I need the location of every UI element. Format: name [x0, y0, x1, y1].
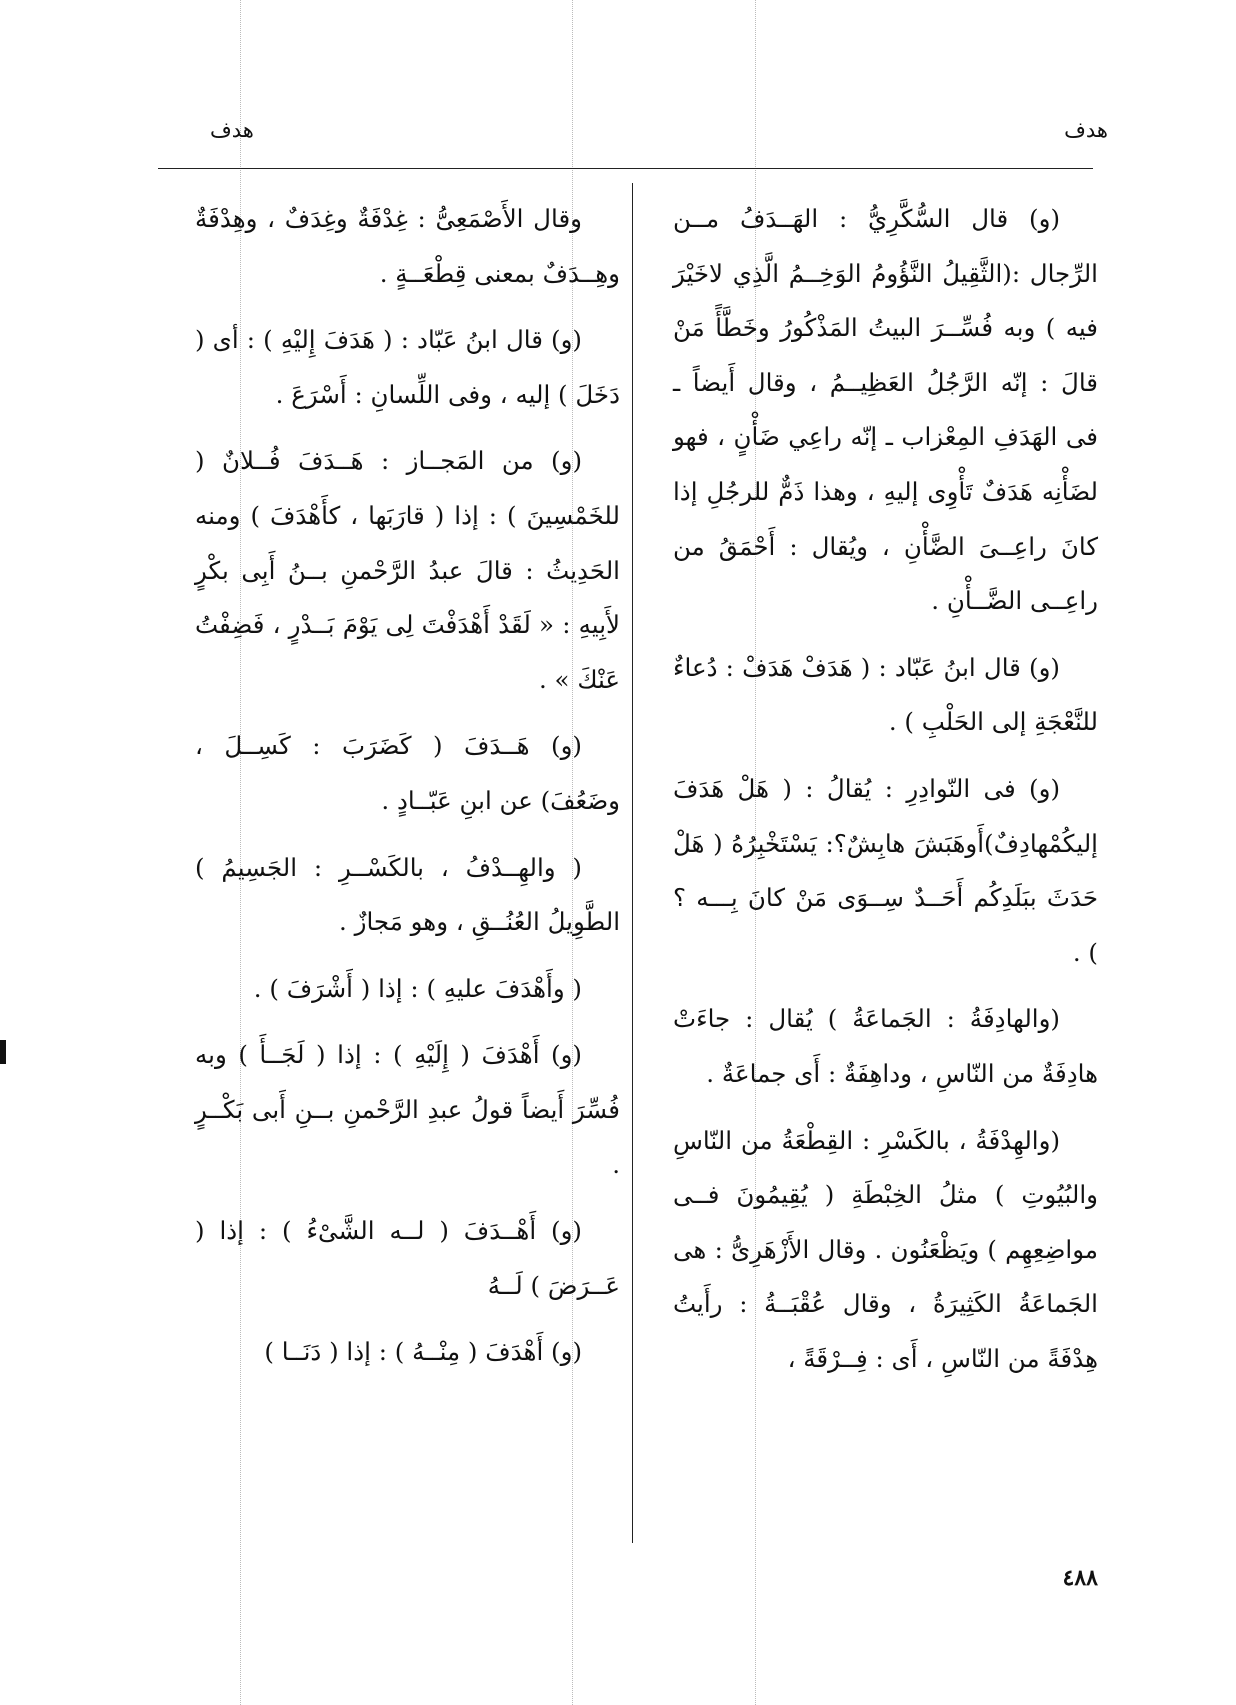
right-column: [673, 192, 1098, 1398]
entry-paragraph: ( والهِــدْفُ ، بالكَسْــرِ : الجَسِيمُ ) الطَّوِيلُ العُنُــقِ ، وهو مَجازٌ .: [195, 852, 620, 937]
entry-paragraph: ( وأَهْدَفَ عليهِ ) : إذا ( أَشْرَفَ ) .: [253, 973, 582, 1003]
left-column: [195, 192, 620, 1392]
entry-paragraph: (و) هَــدَفَ ( كَضَرَبَ : كَسِــلَ ، وضَعُفَ) عن ابنِ عَبّــادٍ .: [195, 731, 620, 815]
scan-edge-mark: [0, 1040, 6, 1064]
entry-paragraph: (و) أَهْــدَفَ ( لــه الشَّىْءُ ) : إذا ( عَــرَضَ ) لَــهُ: [195, 1216, 620, 1300]
entry-paragraph: (و) فى النّوادِرِ : يُقالُ : ( هَلْ هَدَفَ إليكُمْهادِفٌ)أَوهَبَشَ هابِشٌ؟: يَسْتَخْبِرُهُ ( هَلْ حَدَثَ ببَلَدِكُم أَحَــدٌ سِــوَى مَنْ كانَ بِـــه ؟ ) .: [673, 773, 1098, 967]
running-header-left: هدف: [210, 118, 254, 142]
entry-paragraph: (والهادِفَةُ : الجَماعَةُ ) يُقال : جاءَتْ هادِفَةٌ من النّاسِ ، وداهِفَةٌ : أَى جماعَةٌ .: [673, 1004, 1098, 1088]
entry-paragraph: (و) من المَجــاز : هَــدَفَ فُــلانٌ ( للخَمْسِينَ ) : إذا ( قارَبَها ، كأَهْدَفَ ) ومنه الحَدِيثُ : قالَ عبدُ الرَّحْمنِ بــنُ أَبِى بكْرٍ لأَبِيهِ : « لَقَدْ أَهْدَفْتَ لِى يَوْمَ بَــدْرٍ ، فَضِفْتُ عَنْكَ » .: [195, 446, 620, 694]
entry-paragraph: (والهِدْفَةُ ، بالكَسْرِ : القِطْعَةُ من النّاسِ والبُيُوتِ ) مثلُ الخِبْطَةِ ( يُقِيمُونَ فــى مواضِعِهِم ) ويَظْعَنُون . وقال الأَزْهَرِىُّ : هى الجَماعَةُ الكَثِيرَةُ ، وقال عُقْبَــةُ : رأَيتُ هِدْفَةً من النّاسِ ، أَى : فِــرْقَةً ،: [673, 1125, 1098, 1373]
entry-paragraph: وقال الأَصْمَعِىُّ : غِدْفَةٌ وغِدَفٌ ، وهِدْفَةٌ وهِــدَفٌ بمعنى قِطْعَــةٍ .: [195, 204, 620, 288]
entry-paragraph: (و) قال السُّكَّرِيُّ : الهَــدَفُ مــن الرِّجال :(الثَّقِيلُ النَّؤُومُ الوَخِــمُ الَّذِي لاخَيْرَ فيه ) وبه فُسِّــرَ البيتُ المَذْكُورُ وخَطَّأً مَنْ قالَ : إنّه الرَّجُلُ العَظِيــمُ ، وقال أَيضاً ـ فى الهَدَفِ المِعْزاب ـ إنّه راعِي ضَأْنٍ ، فهو لضَأْنِه هَدَفٌ تَأْوِى إليهِ ، وهذا ذَمٌّ للرجُلِ إذا كانَ راعِــىَ الضَّأْنِ ، ويُقال : أَحْمَقُ من راعِــى الضَّــأْنِ .: [673, 204, 1098, 616]
header-rule: [158, 168, 1093, 169]
entry-paragraph: (و) قال ابنُ عَبّاد : ( هَدَفْ هَدَفْ : دُعاءٌ للنَّعْجَةِ إلى الحَلْبِ ) .: [673, 652, 1098, 737]
running-header-right: هدف: [1064, 118, 1108, 142]
page-number: ٤٨٨: [1062, 1565, 1098, 1591]
column-divider: [632, 183, 633, 1543]
entry-paragraph: (و) قال ابنُ عَبّاد : ( هَدَفَ إِليْهِ ) : أى ( دَخَلَ ) إليه ، وفى اللِّسانِ : أَسْرَعَ .: [195, 325, 620, 409]
entry-paragraph: (و) أَهْدَفَ ( مِنْــهُ ) : إذا ( دَنَــا ): [264, 1337, 582, 1367]
entry-paragraph: (و) أَهْدَفَ ( إِلَيْهِ ) : إذا ( لَجَــأَ ) وبه فُسِّرَ أَيضاً قولُ عبدِ الرَّحْمنِ بــنِ أَبى بَكْــرٍ .: [195, 1040, 620, 1179]
